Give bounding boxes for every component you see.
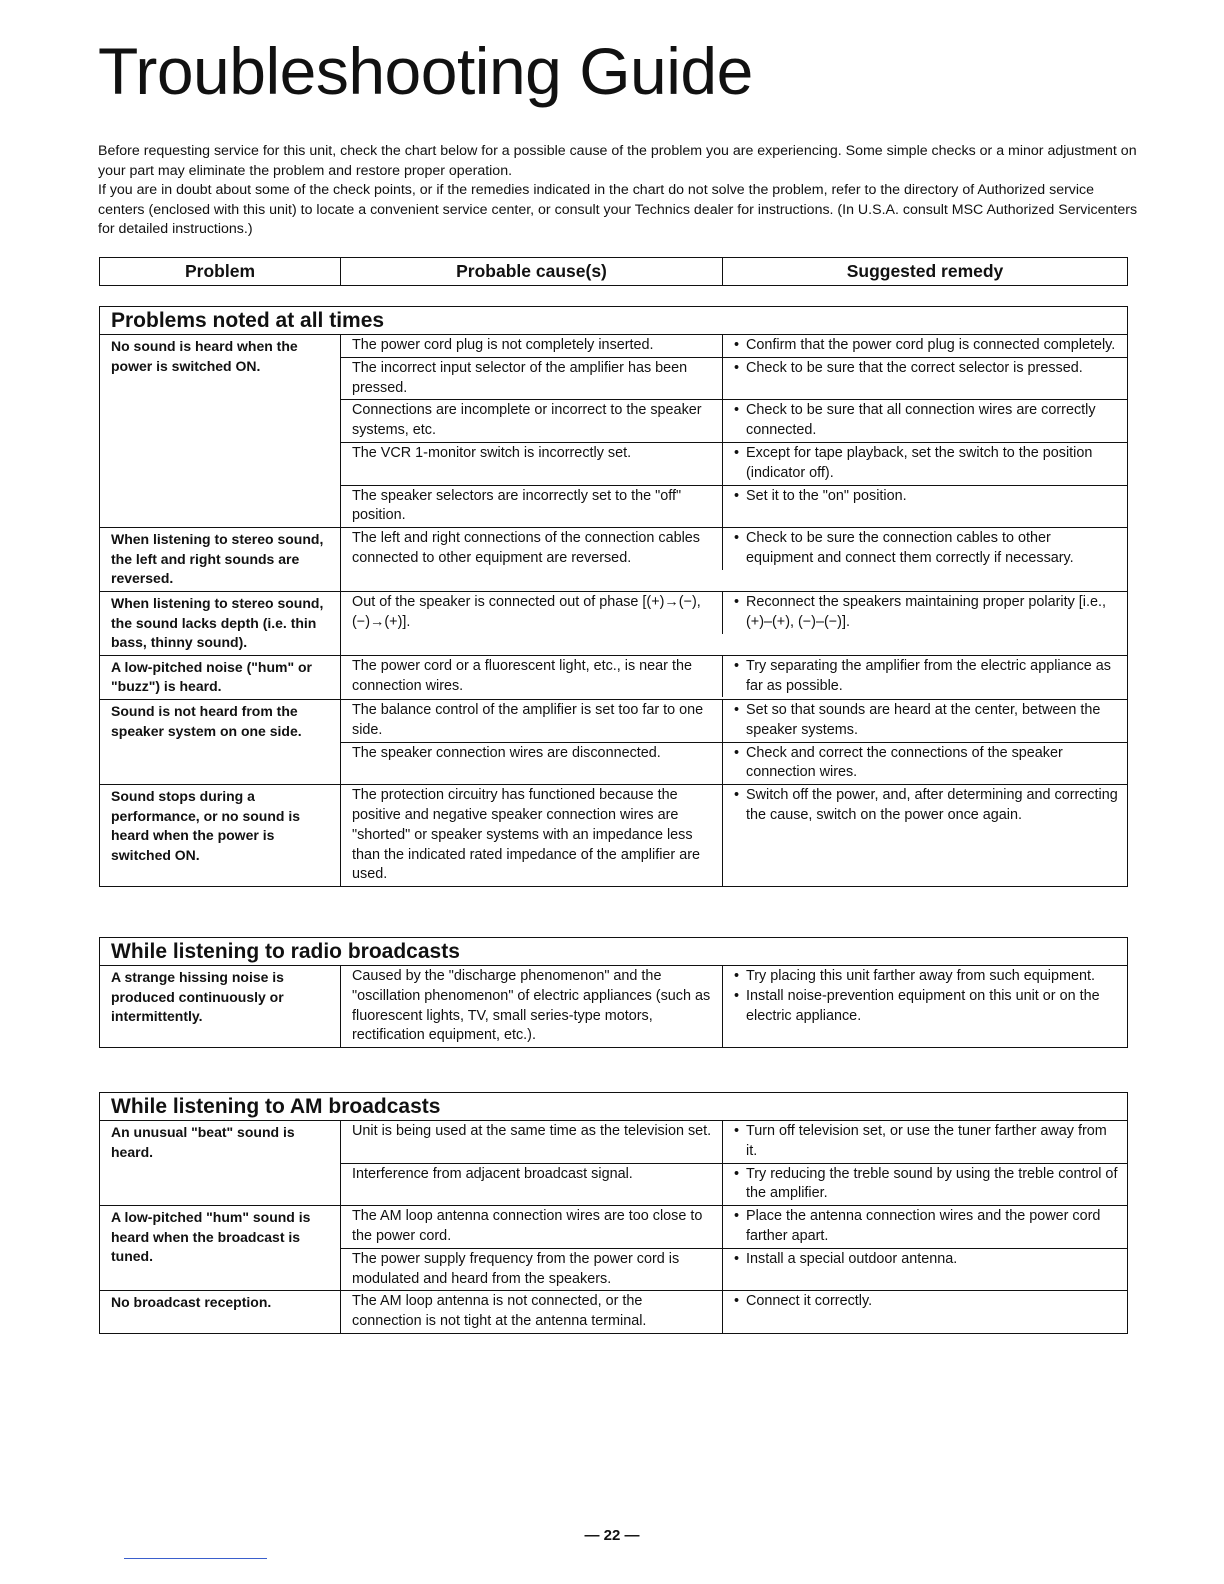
cause-remedy-rows xyxy=(341,785,1127,886)
column-header-cause: Probable cause(s) xyxy=(341,258,723,285)
remedy-cell xyxy=(723,400,1127,442)
remedy-text: Place the antenna connection wires and the power cord farther apart. xyxy=(746,1208,1101,1244)
remedy-item xyxy=(734,359,1119,379)
problem-cell: A low-pitched "hum" sound is heard when the broadcast is tuned. xyxy=(100,1206,341,1290)
remedy-cell xyxy=(723,785,1127,886)
cause-cell: Connections are incomplete or incorrect to the speaker systems, etc. xyxy=(341,400,723,442)
table-row xyxy=(341,1206,1127,1249)
remedy-cell xyxy=(723,358,1127,400)
table-row xyxy=(341,785,1127,886)
intro-text xyxy=(98,142,1138,240)
cause-remedy-rows xyxy=(341,966,1127,1047)
cause-cell: The speaker connection wires are disconnected. xyxy=(341,743,723,785)
remedy-cell xyxy=(723,528,1127,570)
bullet-icon: • xyxy=(734,444,740,461)
section-title: While listening to AM broadcasts xyxy=(100,1093,1127,1121)
intro-paragraph: If you are in doubt about some of the check points, or if the remedies indicated in the chart do not solve the problem, refer to the directory of Authorized service centers (enclosed with this unit) to locate a convenient service center, or consult your Technics dealer for instructions. (In U.S.A. consult MSC Authorized Servicenters for detailed instructions.) xyxy=(98,182,1138,238)
column-header-row xyxy=(99,257,1128,286)
cause-remedy-rows xyxy=(341,1291,1127,1333)
bullet-icon: • xyxy=(734,359,740,376)
remedy-text: Set so that sounds are heard at the center, between the speaker systems. xyxy=(746,701,1101,738)
problem-cell: When listening to stereo sound, the left and right sounds are reversed. xyxy=(100,528,341,591)
remedy-item xyxy=(734,657,1119,697)
problem-group xyxy=(100,335,1127,528)
column-header-remedy: Suggested remedy xyxy=(846,261,1004,281)
cause-cell: The protection circuitry has functioned because the positive and negative speaker connection wires are "shorted" or speaker systems with an impedance less than the indicated rated impedance of the amplifier are used. xyxy=(341,785,723,886)
cause-remedy-rows xyxy=(341,656,1127,699)
problem-cell: When listening to stereo sound, the sound lacks depth (i.e. thin bass, thinny sound). xyxy=(100,592,341,655)
cause-remedy-rows xyxy=(341,528,1127,591)
bullet-icon: • xyxy=(734,593,740,610)
table-row xyxy=(341,1164,1127,1206)
table-row xyxy=(341,400,1127,443)
problem-cell: Sound stops during a performance, or no sound is heard when the power is switched ON. xyxy=(100,785,341,886)
cause-cell: The power cord plug is not completely inserted. xyxy=(341,335,723,357)
remedy-item xyxy=(734,744,1119,784)
bullet-icon: • xyxy=(734,1250,740,1267)
remedy-text: Check to be sure that all connection wires are correctly connected. xyxy=(746,402,1096,439)
cause-cell: The speaker selectors are incorrectly set to the "off" position. xyxy=(341,486,723,528)
remedy-item xyxy=(734,444,1119,484)
remedy-text: Switch off the power, and, after determining and correcting the cause, switch on the power once again. xyxy=(746,787,1118,823)
section-radio-broadcasts xyxy=(99,937,1128,1048)
bullet-icon: • xyxy=(734,530,740,547)
table-row xyxy=(341,743,1127,785)
bullet-icon: • xyxy=(734,337,740,353)
remedy-cell xyxy=(723,443,1127,485)
cause-cell: The AM loop antenna is not connected, or the connection is not tight at the antenna terminal. xyxy=(341,1291,723,1333)
remedy-cell xyxy=(723,743,1127,785)
intro-paragraph: Before requesting service for this unit, check the chart below for a possible cause of the problem you are experiencing. Some simple checks or a minor adjustment on your part may eliminate the problem and restore proper operation. xyxy=(98,143,1137,179)
table-row xyxy=(341,966,1127,1047)
cause-cell: The incorrect input selector of the amplifier has been pressed. xyxy=(341,358,723,400)
cause-remedy-rows xyxy=(341,335,1127,527)
remedy-item xyxy=(734,529,1119,569)
section-all-times xyxy=(99,306,1128,887)
table-row xyxy=(341,335,1127,358)
remedy-cell xyxy=(723,1121,1127,1163)
column-header-problem: Problem xyxy=(100,258,341,285)
remedy-cell xyxy=(723,966,1127,1047)
remedy-text: Turn off television set, or use the tuner farther away from it. xyxy=(746,1123,1107,1159)
bullet-icon: • xyxy=(734,1208,740,1225)
problem-cell: A low-pitched noise ("hum" or "buzz") is heard. xyxy=(100,656,341,699)
page-title: Troubleshooting Guide xyxy=(98,34,753,108)
problem-cell: No sound is heard when the power is switched ON. xyxy=(100,335,341,527)
bullet-icon: • xyxy=(734,701,740,718)
remedy-item xyxy=(734,487,1119,507)
cause-cell: Interference from adjacent broadcast signal. xyxy=(341,1164,723,1206)
cause-cell: Out of the speaker is connected out of phase [(+)→(−), (−)→(+)]. xyxy=(341,592,723,634)
cause-remedy-rows xyxy=(341,592,1127,655)
bullet-icon: • xyxy=(734,987,740,1004)
section-title: While listening to radio broadcasts xyxy=(100,938,1127,966)
footer-rule xyxy=(124,1558,267,1559)
remedy-item xyxy=(734,1250,1119,1270)
remedy-item xyxy=(734,1165,1119,1205)
table-row xyxy=(341,656,1127,698)
bullet-icon: • xyxy=(734,1123,740,1139)
table-row xyxy=(341,700,1127,743)
remedy-text: Install a special outdoor antenna. xyxy=(746,1250,958,1267)
problem-group xyxy=(100,700,1127,785)
cause-cell: Unit is being used at the same time as the television set. xyxy=(341,1121,723,1163)
table-row xyxy=(341,1249,1127,1291)
remedy-cell xyxy=(723,1206,1127,1248)
cause-cell: The power supply frequency from the power cord is modulated and heard from the speakers. xyxy=(341,1249,723,1291)
page-number: — 22 — xyxy=(584,1527,640,1544)
remedy-cell xyxy=(723,486,1127,528)
table-row xyxy=(341,1121,1127,1164)
remedy-cell xyxy=(723,335,1127,357)
table-row xyxy=(341,528,1127,570)
bullet-icon: • xyxy=(734,744,740,761)
section-am-broadcasts xyxy=(99,1092,1128,1334)
cause-cell: The AM loop antenna connection wires are too close to the power cord. xyxy=(341,1206,723,1248)
bullet-icon: • xyxy=(734,968,740,984)
bullet-icon: • xyxy=(734,402,740,419)
problem-cell: No broadcast reception. xyxy=(100,1291,341,1333)
remedy-text: Connect it correctly. xyxy=(746,1293,873,1310)
remedy-item xyxy=(734,701,1119,741)
table-row xyxy=(341,358,1127,401)
remedy-text: Check and correct the connections of the speaker connection wires. xyxy=(746,744,1063,781)
cause-cell: Caused by the "discharge phenomenon" and the "oscillation phenomenon" of electric appliances (such as fluorescent lights, TV, small series-type motors, rectification equipment, etc.). xyxy=(341,966,723,1047)
remedy-item xyxy=(734,967,1119,987)
remedy-text: Install noise-prevention equipment on this unit or on the electric appliance. xyxy=(746,987,1100,1024)
remedy-item xyxy=(734,786,1119,826)
table-row xyxy=(341,443,1127,486)
remedy-item xyxy=(734,1122,1119,1162)
bullet-icon: • xyxy=(734,487,740,504)
cause-cell: The left and right connections of the connection cables connected to other equipment are reversed. xyxy=(341,528,723,570)
section-title: Problems noted at all times xyxy=(100,307,1127,335)
cause-cell: The VCR 1-monitor switch is incorrectly set. xyxy=(341,443,723,485)
problem-cell: Sound is not heard from the speaker system on one side. xyxy=(100,700,341,784)
remedy-item xyxy=(734,593,1119,633)
table-row xyxy=(341,592,1127,634)
remedy-item xyxy=(734,1292,1119,1312)
problem-cell: A strange hissing noise is produced continuously or intermittently. xyxy=(100,966,341,1047)
remedy-cell xyxy=(723,700,1127,742)
problem-group xyxy=(100,528,1127,592)
cause-remedy-rows xyxy=(341,1121,1127,1205)
remedy-cell xyxy=(723,656,1127,698)
remedy-text: Confirm that the power cord plug is connected completely. xyxy=(746,337,1116,353)
problem-group xyxy=(100,1291,1127,1333)
problem-group xyxy=(100,1121,1127,1206)
bullet-icon: • xyxy=(734,1165,740,1182)
cause-cell: The power cord or a fluorescent light, etc., is near the connection wires. xyxy=(341,656,723,698)
table-row xyxy=(341,486,1127,528)
problem-group xyxy=(100,592,1127,656)
remedy-text: Try reducing the treble sound by using the treble control of the amplifier. xyxy=(746,1165,1118,1202)
problem-group xyxy=(100,785,1127,886)
problem-cell: An unusual "beat" sound is heard. xyxy=(100,1121,341,1205)
problem-group xyxy=(100,966,1127,1047)
remedy-item xyxy=(734,401,1119,441)
remedy-text: Try separating the amplifier from the electric appliance as far as possible. xyxy=(746,657,1111,694)
table-row xyxy=(341,1291,1127,1333)
remedy-text: Except for tape playback, set the switch to the position (indicator off). xyxy=(746,444,1093,481)
bullet-icon: • xyxy=(734,657,740,674)
remedy-cell xyxy=(723,1291,1127,1333)
cause-cell: The balance control of the amplifier is set too far to one side. xyxy=(341,700,723,742)
problem-group xyxy=(100,1206,1127,1291)
remedy-text: Try placing this unit farther away from such equipment. xyxy=(746,968,1095,984)
bullet-icon: • xyxy=(734,1293,740,1310)
remedy-item xyxy=(734,987,1119,1027)
remedy-cell xyxy=(723,1164,1127,1206)
remedy-text: Reconnect the speakers maintaining proper polarity [i.e., (+)–(+), (−)–(−)]. xyxy=(746,593,1106,630)
remedy-text: Check to be sure that the correct selector is pressed. xyxy=(746,359,1083,376)
remedy-item xyxy=(734,336,1119,356)
bullet-icon: • xyxy=(734,787,740,804)
remedy-cell xyxy=(723,592,1127,634)
remedy-cell xyxy=(723,1249,1127,1291)
cause-remedy-rows xyxy=(341,700,1127,784)
cause-remedy-rows xyxy=(341,1206,1127,1290)
problem-group xyxy=(100,656,1127,700)
remedy-text: Check to be sure the connection cables to other equipment and connect them correctly if necessary. xyxy=(746,530,1074,566)
remedy-item xyxy=(734,1207,1119,1247)
remedy-text: Set it to the "on" position. xyxy=(746,487,907,504)
